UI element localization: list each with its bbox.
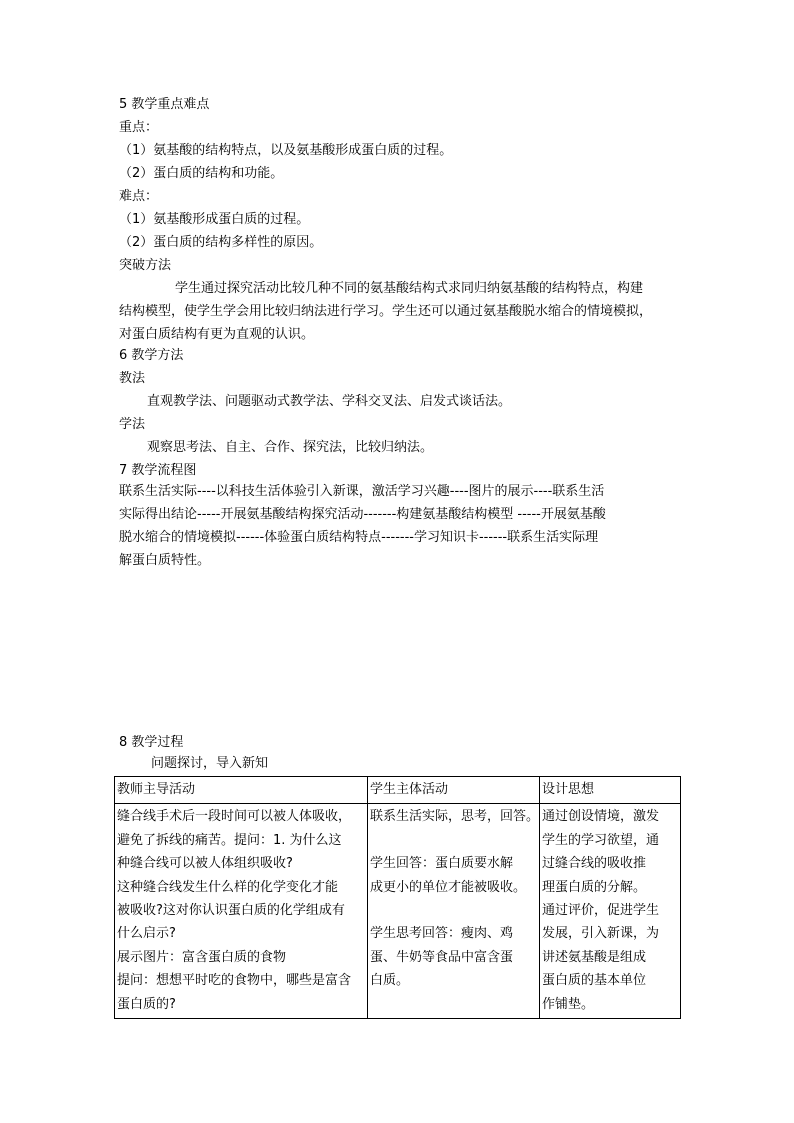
teaching-process-table <box>114 776 681 1019</box>
table-header-row <box>115 777 681 804</box>
design-line: 通过创设情境，激发 <box>542 809 660 825</box>
flow-line: 解蛋白质特性。 <box>119 553 211 568</box>
learning-method-label: 学法 <box>119 417 146 432</box>
teacher-line: 展示图片：富含蛋白质的食物 <box>117 949 287 965</box>
student-line: 学生回答：蛋白质要水解 <box>370 856 514 872</box>
learning-method-text: 观察思考法、自主、合作、探究法，比较归纳法。 <box>147 440 434 455</box>
teacher-line: 被吸收?这对你认识蛋白质的化学组成有 <box>117 903 345 919</box>
teacher-line: 缝合线手术后一段时间可以被人体吸收， <box>117 809 352 825</box>
section-8-subtitle: 问题探讨，导入新知 <box>151 756 269 771</box>
section-5-title: 5 教学重点难点 <box>119 97 210 112</box>
breakthrough-paragraph <box>119 277 679 346</box>
student-line: 蛋、牛奶等食品中富含蛋 <box>370 949 514 965</box>
flow-line: 实际得出结论-----开展氨基酸结构探究活动-------构建氨基酸结构模型 -----开展氨基酸 <box>119 507 606 522</box>
design-line: 理蛋白质的分解。 <box>542 879 647 895</box>
teacher-line: 种缝合线可以被人体组织吸收? <box>117 856 293 872</box>
flow-line: 脱水缩合的情境模拟------体验蛋白质结构特点-------学习知识卡------联系生活实际理 <box>119 530 599 545</box>
key-point-1: （1）氨基酸的结构特点，以及氨基酸形成蛋白质的过程。 <box>119 143 453 158</box>
difficulty-1: （1）氨基酸形成蛋白质的过程。 <box>119 212 310 227</box>
teacher-activity-cell <box>115 804 368 1019</box>
header-student-activity: 学生主体活动 <box>368 777 540 804</box>
teacher-line: 什么启示? <box>117 926 176 942</box>
teacher-line: 提问：想想平时吃的食物中，哪些是富含 <box>117 973 352 989</box>
flow-paragraph <box>119 480 679 572</box>
teacher-line: 避免了拆线的痛苦。提问：1. 为什么这 <box>117 832 342 848</box>
breakthrough-line: 学生通过探究活动比较几种不同的氨基酸结构式求同归纳氨基酸的结构特点，构建 <box>175 281 644 296</box>
header-teacher-activity: 教师主导活动 <box>115 777 368 804</box>
student-line: 联系生活实际，思考，回答。 <box>370 809 540 825</box>
student-activity-cell <box>368 804 540 1019</box>
breakthrough-label: 突破方法 <box>119 258 172 273</box>
design-line: 学生的学习欲望，通 <box>542 832 660 848</box>
key-points-label: 重点： <box>119 120 159 135</box>
key-point-2: （2）蛋白质的结构和功能。 <box>119 166 284 181</box>
design-line: 通过评价，促进学生 <box>542 903 660 919</box>
teacher-line: 这种缝合线发生什么样的化学变化才能 <box>117 879 339 895</box>
design-line: 过缝合线的吸收推 <box>542 856 647 872</box>
breakthrough-line: 结构模型，使学生学会用比较归纳法进行学习。学生还可以通过氨基酸脱水缩合的情境模拟， <box>119 304 653 319</box>
design-line: 讲述氨基酸是组成 <box>542 949 647 965</box>
breakthrough-line: 对蛋白质结构有更为直观的认识。 <box>119 327 315 342</box>
student-line: 成更小的单位才能被吸收。 <box>370 879 527 895</box>
difficulty-2: （2）蛋白质的结构多样性的原因。 <box>119 235 323 250</box>
student-line: 白质。 <box>370 973 410 989</box>
section-7-title: 7 教学流程图 <box>119 463 197 478</box>
design-line: 发展，引入新课，为 <box>542 926 660 942</box>
section-6-title: 6 教学方法 <box>119 348 184 363</box>
teacher-line: 蛋白质的? <box>117 996 176 1012</box>
teaching-method-label: 教法 <box>119 371 146 386</box>
table-row <box>115 804 681 1019</box>
teaching-method-text: 直观教学法、问题驱动式教学法、学科交叉法、启发式谈话法。 <box>147 394 512 409</box>
design-idea-cell <box>540 804 681 1019</box>
section-8-title: 8 教学过程 <box>119 735 184 750</box>
flow-line: 联系生活实际----以科技生活体验引入新课，激活学习兴趣----图片的展示----联系生活 <box>119 484 605 499</box>
design-line: 蛋白质的基本单位 <box>542 973 647 989</box>
difficulty-label: 难点： <box>119 189 159 204</box>
student-line: 学生思考回答：瘦肉、鸡 <box>370 926 514 942</box>
header-design-idea: 设计思想 <box>540 777 681 804</box>
design-line: 作铺垫。 <box>542 996 595 1012</box>
